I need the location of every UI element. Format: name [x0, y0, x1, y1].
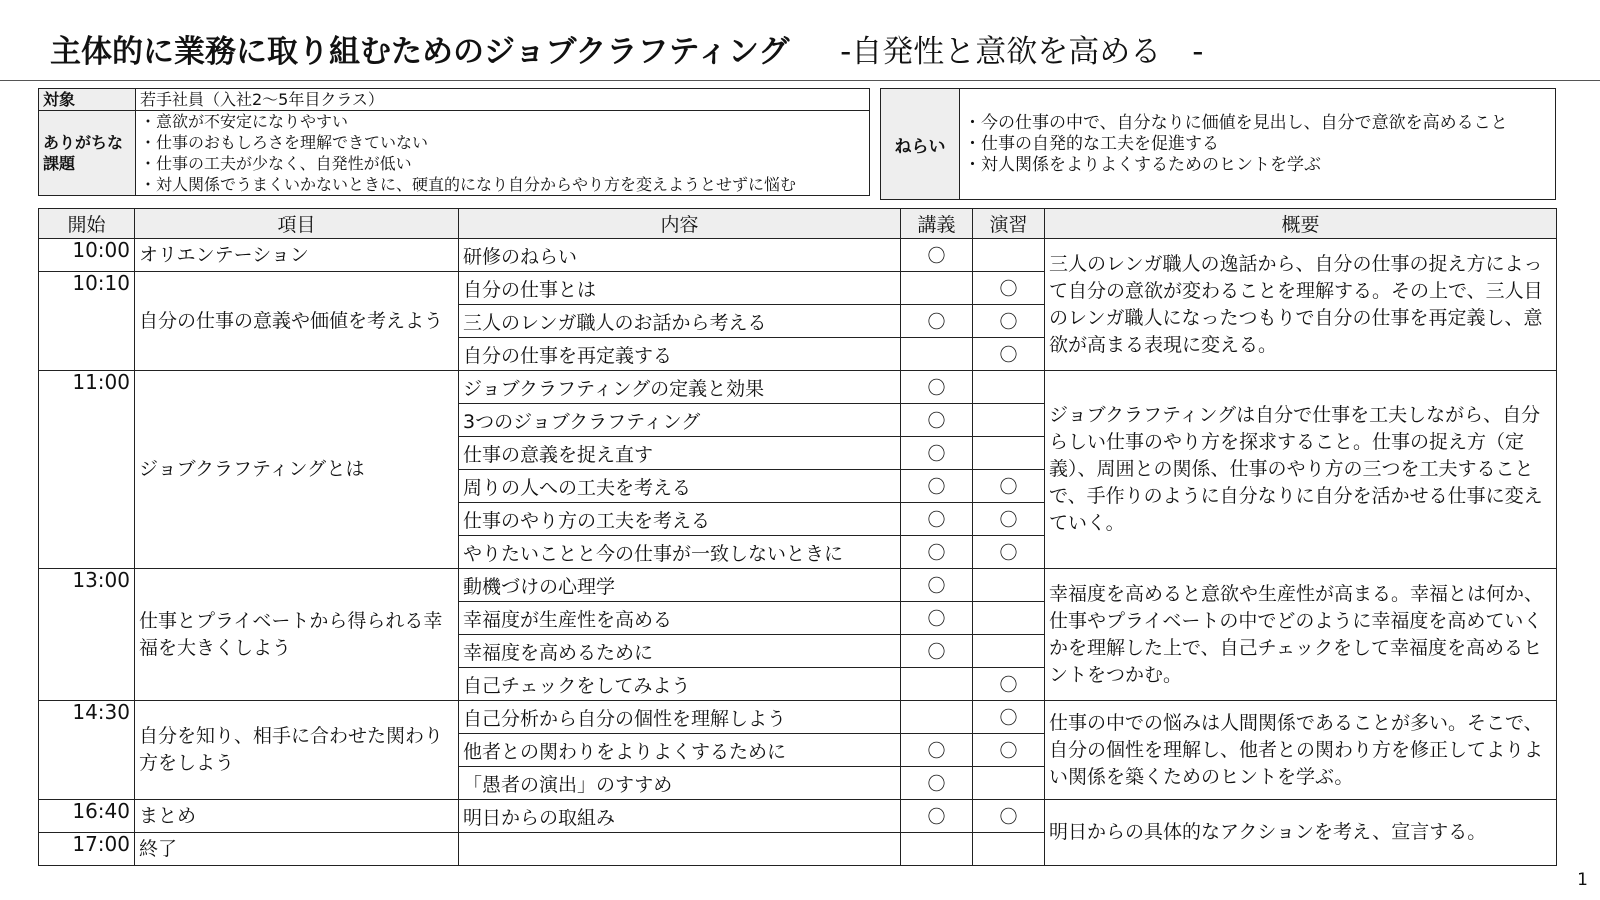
start-time: 14:30 [39, 701, 135, 800]
exercise-mark: 〇 [973, 800, 1045, 833]
start-time: 10:00 [39, 239, 135, 272]
content-cell: 明日からの取組み [459, 800, 901, 833]
exercise-mark [973, 404, 1045, 437]
issues-list [136, 111, 870, 196]
issues-label-line: ありがちな [43, 133, 124, 152]
issue-item: ・仕事の工夫が少なく、自発性が低い [140, 154, 412, 173]
exercise-mark: 〇 [973, 734, 1045, 767]
issue-item: ・意欲が不安定になりやすい [140, 112, 349, 131]
exercise-mark [973, 437, 1045, 470]
summary-cell: 仕事の中での悩みは人間関係であることが多い。そこで、自分の個性を理解し、他者との関わり方を修正してよりよい関係を築くためのヒントを学ぶ。 [1045, 701, 1557, 800]
content-cell: 「愚者の演出」のすすめ [459, 767, 901, 800]
page-title [50, 26, 1203, 71]
content-cell: 3つのジョブクラフティング [459, 404, 901, 437]
content-cell: やりたいことと今の仕事が一致しないときに [459, 536, 901, 569]
target-issues-table [38, 88, 870, 196]
section-item: 自分を知り、相手に合わせた関わり方をしよう [135, 701, 459, 800]
header-lecture: 講義 [901, 209, 973, 239]
exercise-mark [973, 239, 1045, 272]
lecture-mark: 〇 [901, 470, 973, 503]
issues-row [39, 111, 870, 196]
exercise-mark [973, 767, 1045, 800]
target-value: 若手社員（入社2～5年目クラス） [136, 89, 870, 111]
target-row [39, 89, 870, 111]
title-divider [0, 80, 1600, 81]
lecture-mark [901, 668, 973, 701]
exercise-mark: 〇 [973, 272, 1045, 305]
start-time: 16:40 [39, 800, 135, 833]
section-item: オリエンテーション [135, 239, 459, 272]
content-cell: 研修のねらい [459, 239, 901, 272]
content-cell: 自己分析から自分の個性を理解しよう [459, 701, 901, 734]
exercise-mark: 〇 [973, 668, 1045, 701]
summary-cell: 明日からの具体的なアクションを考え、宣言する。 [1045, 800, 1557, 866]
lecture-mark: 〇 [901, 635, 973, 668]
exercise-mark: 〇 [973, 305, 1045, 338]
lecture-mark: 〇 [901, 602, 973, 635]
issues-label [39, 111, 136, 196]
lecture-mark: 〇 [901, 734, 973, 767]
page-title-main: 主体的に業務に取り組むためのジョブクラフティング [50, 34, 790, 70]
target-label: 対象 [39, 89, 136, 111]
schedule-row [39, 701, 1557, 734]
exercise-mark [973, 569, 1045, 602]
aim-label: ねらい [881, 89, 960, 200]
lecture-mark: 〇 [901, 800, 973, 833]
aim-item: ・今の仕事の中で、自分なりに価値を見出し、自分で意欲を高めること [964, 112, 1508, 133]
lecture-mark: 〇 [901, 305, 973, 338]
lecture-mark: 〇 [901, 371, 973, 404]
schedule-header-row [39, 209, 1557, 239]
page-number: 1 [1577, 870, 1588, 890]
content-cell: 仕事の意義を捉え直す [459, 437, 901, 470]
exercise-mark [973, 371, 1045, 404]
content-cell: 自己チェックをしてみよう [459, 668, 901, 701]
exercise-mark: 〇 [973, 503, 1045, 536]
lecture-mark: 〇 [901, 239, 973, 272]
issues-label-line: 課題 [43, 154, 76, 173]
section-item: 自分の仕事の意義や価値を考えよう [135, 272, 459, 371]
aim-table [880, 88, 1556, 200]
section-item: 仕事とプライベートから得られる幸福を大きくしよう [135, 569, 459, 701]
schedule-table [38, 208, 1557, 866]
schedule-row [39, 569, 1557, 602]
exercise-mark: 〇 [973, 536, 1045, 569]
schedule-row [39, 371, 1557, 404]
lecture-mark: 〇 [901, 767, 973, 800]
content-cell: 動機づけの心理学 [459, 569, 901, 602]
content-cell: 自分の仕事とは [459, 272, 901, 305]
header-start: 開始 [39, 209, 135, 239]
exercise-mark [973, 635, 1045, 668]
content-cell: 三人のレンガ職人のお話から考える [459, 305, 901, 338]
header-exercise: 演習 [973, 209, 1045, 239]
content-cell: 仕事のやり方の工夫を考える [459, 503, 901, 536]
exercise-mark: 〇 [973, 470, 1045, 503]
lecture-mark [901, 272, 973, 305]
lecture-mark: 〇 [901, 503, 973, 536]
header-item: 項目 [135, 209, 459, 239]
exercise-mark [973, 602, 1045, 635]
content-cell: 幸福度を高めるために [459, 635, 901, 668]
lecture-mark [901, 701, 973, 734]
header-content: 内容 [459, 209, 901, 239]
content-cell: 幸福度が生産性を高める [459, 602, 901, 635]
summary-cell: ジョブクラフティングは自分で仕事を工夫しながら、自分らしい仕事のやり方を探求すること。仕事の捉え方（定義）、周囲との関係、仕事のやり方の三つを工夫することで、手作りのように自分なりに自分を活かせる仕事に変えていく。 [1045, 371, 1557, 569]
lecture-mark [901, 338, 973, 371]
start-time: 11:00 [39, 371, 135, 569]
content-cell: ジョブクラフティングの定義と効果 [459, 371, 901, 404]
issue-item: ・対人関係でうまくいかないときに、硬直的になり自分からやり方を変えようとせずに悩む [140, 175, 797, 194]
aim-item: ・仕事の自発的な工夫を促進する [964, 133, 1219, 154]
start-time: 17:00 [39, 833, 135, 866]
lecture-mark: 〇 [901, 437, 973, 470]
summary-cell: 幸福度を高めると意欲や生産性が高まる。幸福とは何か、仕事やプライベートの中でどのように幸福度を高めていくかを理解した上で、自己チェックをして幸福度を高めるヒントをつかむ。 [1045, 569, 1557, 701]
aim-item: ・対人関係をよりよくするためのヒントを学ぶ [964, 154, 1321, 175]
content-cell: 他者との関わりをよりよくするために [459, 734, 901, 767]
section-item: まとめ [135, 800, 459, 833]
issue-item: ・仕事のおもしろさを理解できていない [140, 133, 429, 152]
section-item: 終了 [135, 833, 459, 866]
schedule-row [39, 800, 1557, 833]
section-item: ジョブクラフティングとは [135, 371, 459, 569]
lecture-mark: 〇 [901, 404, 973, 437]
header-summary: 概要 [1045, 209, 1557, 239]
summary-cell: 三人のレンガ職人の逸話から、自分の仕事の捉え方によって自分の意欲が変わることを理解する。その上で、三人目のレンガ職人になったつもりで自分の仕事を再定義し、意欲が高まる表現に変える。 [1045, 239, 1557, 371]
lecture-mark [901, 833, 973, 866]
aim-list [960, 89, 1556, 200]
start-time: 10:10 [39, 272, 135, 371]
exercise-mark: 〇 [973, 701, 1045, 734]
content-cell: 周りの人への工夫を考える [459, 470, 901, 503]
exercise-mark: 〇 [973, 338, 1045, 371]
exercise-mark [973, 833, 1045, 866]
lecture-mark: 〇 [901, 536, 973, 569]
start-time: 13:00 [39, 569, 135, 701]
content-cell: 自分の仕事を再定義する [459, 338, 901, 371]
lecture-mark: 〇 [901, 569, 973, 602]
aim-row [881, 89, 1556, 200]
schedule-row [39, 239, 1557, 272]
page-title-sub: -自発性と意欲を高める - [840, 34, 1204, 70]
content-cell [459, 833, 901, 866]
